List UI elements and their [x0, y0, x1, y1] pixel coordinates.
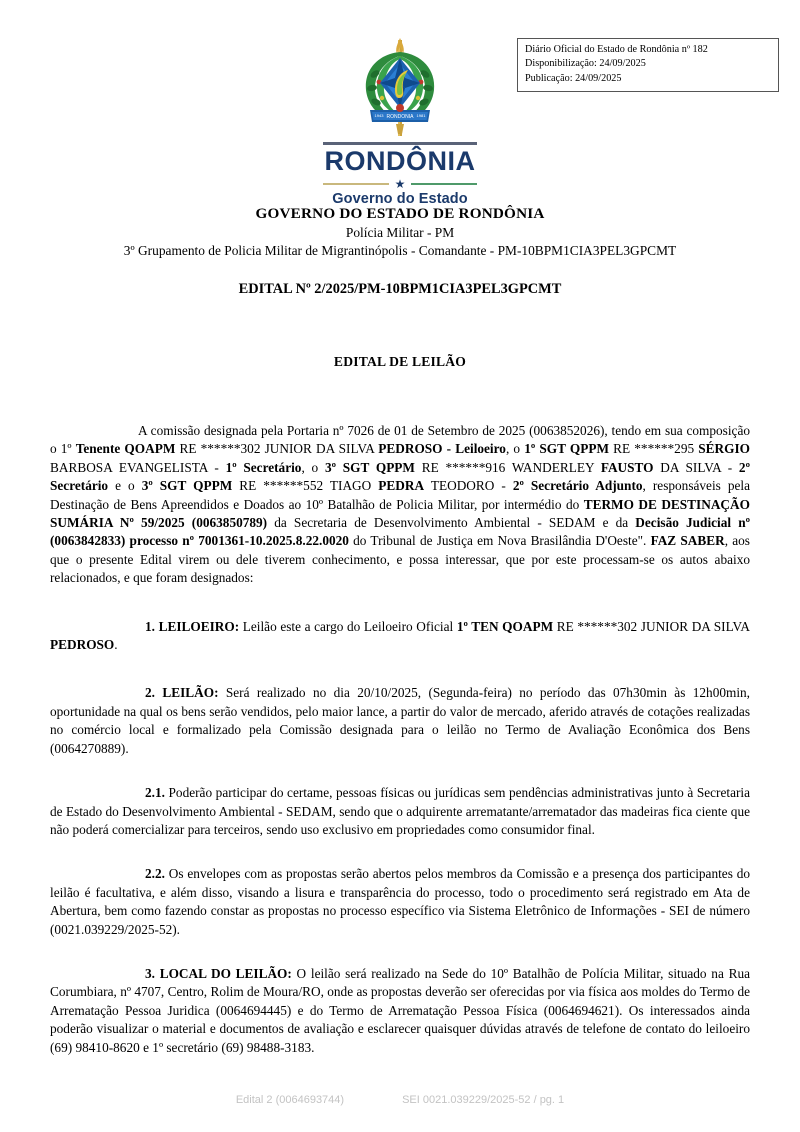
organization-title: GOVERNO DO ESTADO DE RONDÔNIA [255, 205, 545, 222]
intro-paragraph [50, 422, 750, 588]
brand-top-rule [323, 142, 477, 145]
brand-divider [323, 178, 477, 190]
star-icon: ★ [394, 177, 406, 192]
spacer [50, 654, 750, 684]
diario-oficial-number: Diário Oficial do Estado de Rondônia nº 182 [525, 44, 708, 55]
section-2-2-text: 2.2. Os envelopes com as propostas serão abertos pelos membros da Comissão e a presença dos participantes do leilão é facultativa, e além disso, visando a lisura e transparência do processo, todo o procedimento será registrado em Ata de Abertura, bem como fazendo constar as propostas no processo específico via Sistema Eletrônico de Informações - SEI de número (0021.039229/2025-52). [50, 866, 750, 937]
section-3-text: 3. LOCAL DO LEILÃO: O leilão será realizado na Sede do 10º Batalhão de Polícia Militar, situado na Rua Corumbiara, nº 4707, Centro, Rolim de Moura/RO, onde as propostas deverão ser oferecidas por via física aos moldes do Termo de Arrematação Pessoa Juridica (0064694445) e do Termo de Arrematação Pessoa Física (0064694621). Os interessados ainda poderão visualizar o material e documentos de avaliação e esclarecer quaisquer dúvidas através de telefone de contato do leiloeiro (69) 98410-8620 e 1º secretário (69) 98488-3183. [50, 965, 750, 1055]
edital-section-heading: EDITAL DE LEILÃO [333, 354, 467, 369]
section-2-leilao [50, 684, 750, 758]
divider-gold-segment [323, 183, 389, 186]
disponibilizacao-date: Disponibilização: 24/09/2025 [525, 58, 646, 70]
svg-text:1981: 1981 [416, 113, 426, 118]
spacer [50, 939, 750, 965]
document-header [0, 0, 800, 208]
section-2-1-text: 2.1. Poderão participar do certame, pessoas físicas ou jurídicas sem pendências administrativas junto à Secretaria de Estado do Desenvolvimento Ambiental - SEDAM, sendo que o adquirente arrematante/arrematador das madeiras fica ciente que não poderá comercializar para terceiros, sendo uso exclusivo em propriedades como consumidor final. [50, 785, 750, 837]
section-1-leiloeiro [50, 618, 750, 655]
footer-sei-reference: SEI 0021.039229/2025-52 / pg. 1 [402, 1094, 565, 1106]
spacer [50, 758, 750, 784]
organization-subtitle-1: Polícia Militar - PM [345, 225, 455, 240]
spacer [50, 588, 750, 618]
section-2-2-envelopes [50, 865, 750, 939]
svg-text:RONDONIA: RONDONIA [386, 114, 414, 120]
footer-document-id: Edital 2 (0064693744) [235, 1094, 345, 1106]
spacer [50, 839, 750, 865]
section-2-1-participacao [50, 784, 750, 839]
diario-oficial-meta-box [517, 38, 779, 92]
section-3-local-do-leilao [50, 965, 750, 1057]
svg-text:1943: 1943 [374, 113, 384, 118]
document-body [0, 205, 800, 1057]
brand-wordmark: RONDÔNIA [324, 145, 476, 176]
brand-subtitle: Governo do Estado [332, 191, 468, 208]
organization-subtitle-2: 3º Grupamento de Policia Militar de Migrantinópolis - Comandante - PM-10BPM1CIA3PEL3GPCMT [123, 243, 677, 258]
publicacao-date: Publicação: 24/09/2025 [525, 72, 622, 84]
section-2-text: 2. LEILÃO: Será realizado no dia 20/10/2025, (Segunda-feira) no período das 07h30min às 12h00min, oportunidade na qual os bens serão vendidos, pelo maior lance, a partir do valor de mercado, aferido através de cotações realizadas no comércio local e formalizado pela Comissão designada para o leilão no Termo de Avaliação Econômica dos Bens (0064270889). [50, 685, 750, 756]
section-1-text: 1. LEILOEIRO: Leilão este a cargo do Leiloeiro Oficial 1º TEN QOAPM RE ******302 JUNIOR DA SILVA PEDROSO. [50, 618, 750, 653]
divider-green-segment [411, 183, 477, 186]
page-footer [0, 1094, 800, 1106]
coat-of-arms-icon [348, 38, 452, 138]
edital-number-title: EDITAL Nº 2/2025/PM-10BPM1CIA3PEL3GPCMT [238, 281, 562, 297]
rondonia-government-logo [300, 38, 500, 207]
intro-paragraph-text: A comissão designada pela Portaria nº 7026 de 01 de Setembro de 2025 (0063852026), tendo em sua composição o 1º Tenente QOAPM RE ******302 JUNIOR DA SILVA PEDROSO - Leiloeiro, o 1º SGT QPPM RE ******295 SÉRGIO BARBOSA EVANGELISTA - 1º Secretário, o 3º SGT QPPM RE ******916 WANDERLEY FAUSTO DA SILVA - 2º Secretário e o 3º SGT QPPM RE ******552 TIAGO PEDRA TEODORO - 2º Secretário Adjunto, responsáveis pela Destinação de Bens Apreendidos e Doados ao 10º Batalhão de Policia Militar, por intermédio do TERMO DE DESTINAÇÃO SUMÁRIA Nº 59/2025 (0063850789) da Secretaria de Desenvolvimento Ambiental - SEDAM e da Decisão Judicial nº (0063842833) processo nº 7001361-10.2025.8.22.0020 do Tribunal de Justiça em Nova Brasilândia D'Oeste". FAZ SABER, aos que o presente Edital virem ou dele tiverem conhecimento, e possa interessar, que por este processam-se os autos abaixo relacionados, e que foram designados: [50, 423, 750, 586]
